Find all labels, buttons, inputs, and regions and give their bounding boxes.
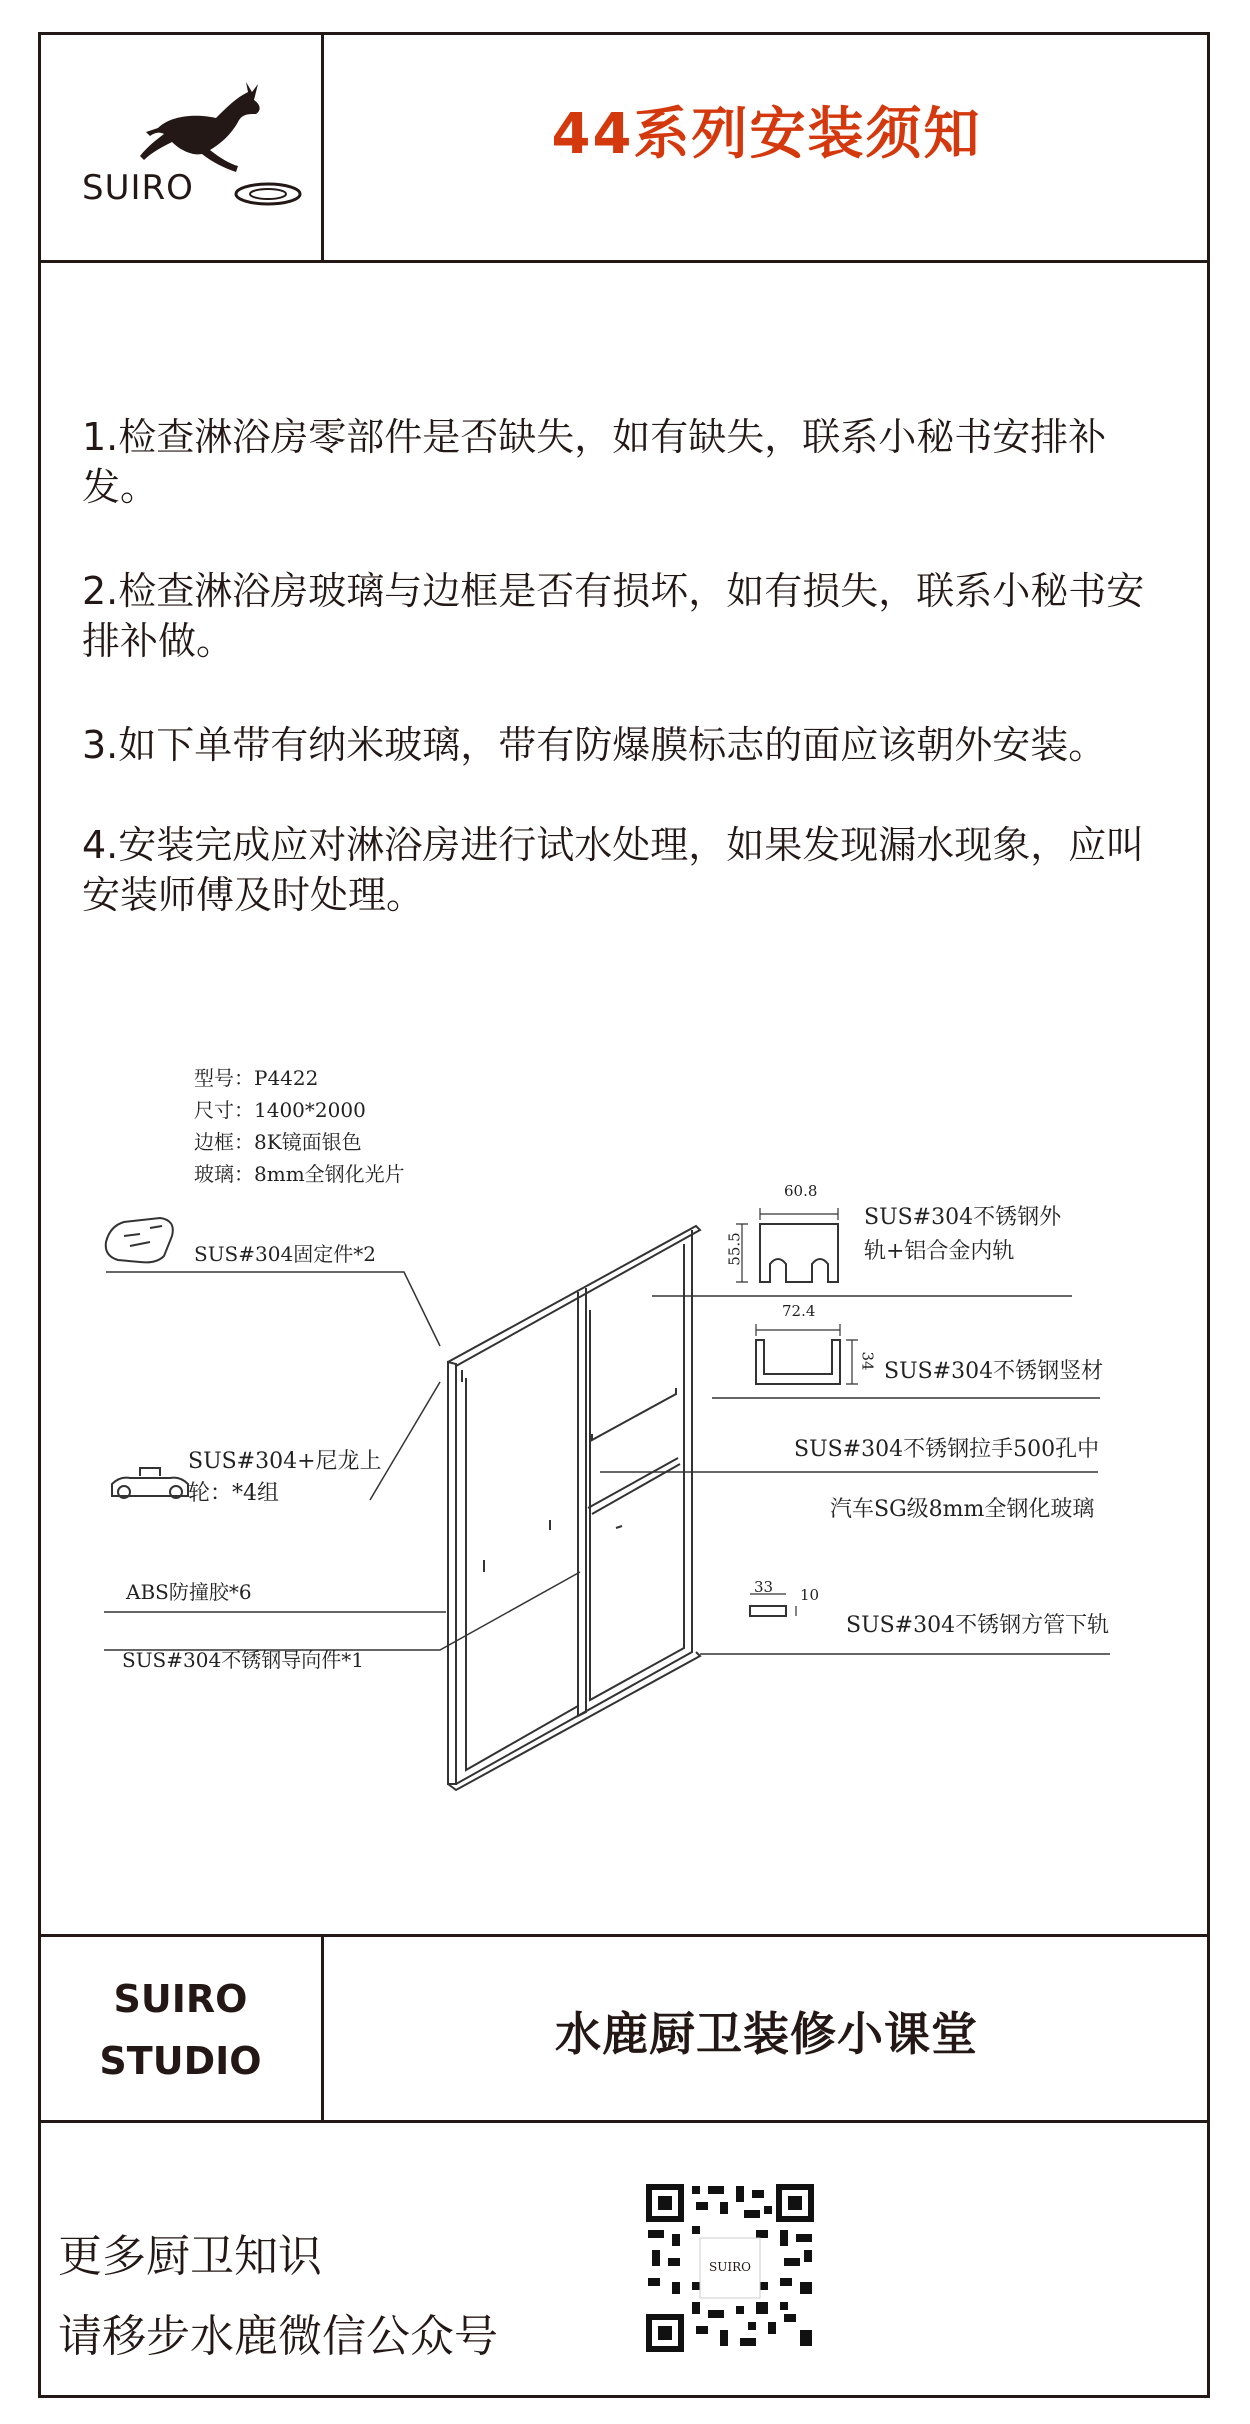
dim-rail-width: 60.8 xyxy=(784,1182,818,1200)
footer-cta-line2: 请移步水鹿微信公众号 xyxy=(58,2311,498,2362)
dim-vertical-width: 72.4 xyxy=(782,1302,816,1320)
label-vertical: SUS#304不锈钢竖材 xyxy=(884,1359,1104,1384)
dim-tube-height: 10 xyxy=(800,1586,820,1604)
dim-tube-width: 33 xyxy=(754,1578,774,1596)
studio-name xyxy=(38,1968,323,2092)
label-rail-line1: SUS#304不锈钢外 xyxy=(864,1205,1062,1230)
footer-cta-line1: 更多厨卫知识 xyxy=(58,2231,322,2282)
label-glass-type: 汽车SG级8mm全钢化玻璃 xyxy=(830,1497,1095,1522)
page-title: 44系列安装须知 xyxy=(551,102,982,167)
label-wheel-line2: 轮：*4组 xyxy=(188,1481,279,1506)
qr-badge-text: SUIRO xyxy=(709,2260,751,2274)
course-title: 水鹿厨卫装修小课堂 xyxy=(555,2007,978,2061)
notice-item-1: 1.检查淋浴房零部件是否缺失，如有缺失，联系小秘书安排补发。 xyxy=(82,415,1107,509)
label-fixing: SUS#304固定件*2 xyxy=(194,1242,376,1266)
label-rail-line2: 轨+铝合金内轨 xyxy=(864,1239,1015,1264)
label-abs: ABS防撞胶*6 xyxy=(126,1580,252,1604)
notice-item-4: 4.安装完成应对淋浴房进行试水处理，如果发现漏水现象，应叫安装师傅及时处理。 xyxy=(82,823,1145,917)
spec-size: 尺寸：1400*2000 xyxy=(194,1098,366,1122)
label-wheel-line1: SUS#304+尼龙上 xyxy=(188,1449,382,1474)
dim-vertical-height: 34 xyxy=(858,1351,877,1371)
brand-logo-text: SUIRO xyxy=(82,168,194,208)
label-bottom-rail: SUS#304不锈钢方管下轨 xyxy=(846,1613,1110,1638)
spec-model: 型号：P4422 xyxy=(194,1066,319,1090)
studio-name-line2: STUDIO xyxy=(99,2039,262,2083)
spec-frame: 边框：8K镜面银色 xyxy=(194,1130,362,1154)
notice-item-3: 3.如下单带有纳米玻璃，带有防爆膜标志的面应该朝外安装。 xyxy=(82,723,1107,767)
dim-rail-height: 55.5 xyxy=(725,1232,744,1266)
label-handle: SUS#304不锈钢拉手500孔中 xyxy=(794,1437,1100,1462)
studio-name-line1: SUIRO xyxy=(113,1977,248,2021)
wechat-qr-code[interactable] xyxy=(644,2182,816,2354)
label-guide: SUS#304不锈钢导向件*1 xyxy=(122,1648,364,1672)
spec-glass: 玻璃：8mm全钢化光片 xyxy=(194,1162,405,1186)
notice-item-2: 2.检查淋浴房玻璃与边框是否有损坏，如有损失，联系小秘书安排补做。 xyxy=(82,569,1145,663)
